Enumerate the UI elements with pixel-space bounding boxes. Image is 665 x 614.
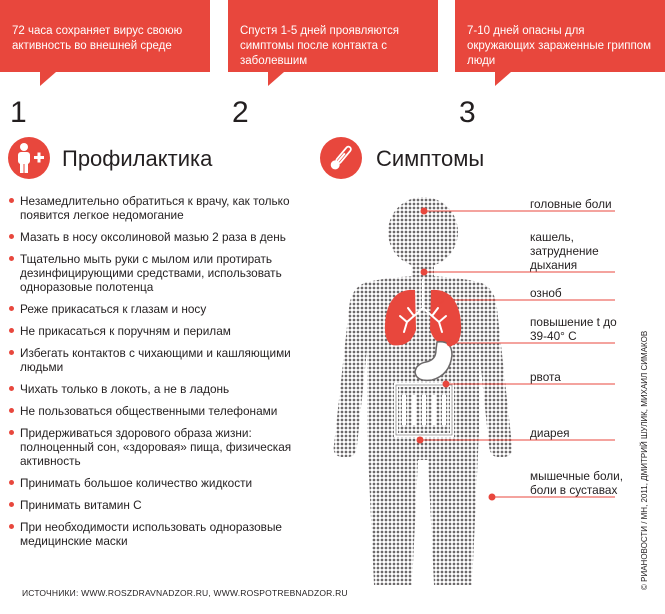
symptom-chills: озноб — [530, 286, 562, 300]
list-item: Принимать витамин С — [8, 498, 308, 512]
list-item: Незамедлительно обратиться к врачу, как только появится легкое недомогание — [8, 194, 308, 222]
list-item: Не прикасаться к поручням и перилам — [8, 324, 308, 338]
sources-note: ИСТОЧНИКИ: WWW.ROSZDRAVNADZOR.RU, WWW.ROSPOTREBNADZOR.RU — [22, 588, 348, 598]
list-item: Чихать только в локоть, а не в ладонь — [8, 382, 308, 396]
symptoms-title: Симптомы — [376, 146, 485, 171]
callout-text: Спустя 1-5 дней проявляются симптомы после контакта с заболевшим — [240, 25, 400, 67]
symptom-vomiting: рвота — [530, 370, 561, 384]
callout-text: 72 часа сохраняет вирус своюю активность во внешней среде — [12, 25, 183, 52]
prevention-title: Профилактика — [62, 146, 213, 171]
symptom-cough: кашель, затруднение дыхания — [530, 230, 599, 272]
list-item: При необходимости использовать одноразовые медицинские маски — [8, 520, 308, 548]
symptom-fever: повышение t до 39-40° С — [530, 315, 617, 343]
step-number-3: 3 — [459, 96, 476, 129]
symptom-muscle-pain: мышечные боли, боли в суставах — [530, 469, 624, 497]
list-item: Мазать в носу оксолиновой мазью 2 раза в день — [8, 230, 308, 244]
list-item: Не пользоваться общественными телефонами — [8, 404, 308, 418]
list-item: Реже прикасаться к глазам и носу — [8, 302, 308, 316]
list-item: Тщательно мыть руки с мылом или протирать дезинфицирующими средствами, использовать одноразовые полотенца — [8, 252, 308, 294]
step-number-1: 1 — [10, 96, 27, 129]
credit-line: © РИАНОВОСТИ / МН, 2011, ДМИТРИЙ ШУЛИК, МИХАИЛ СИМАКОВ — [640, 330, 649, 590]
symptom-headache: головные боли — [530, 197, 612, 211]
callout-text: 7-10 дней опасны для окружающих зараженные гриппом люди — [467, 25, 651, 67]
list-item: Придерживаться здорового образа жизни: полноценный сон, «здоровая» пища, физическая активность — [8, 426, 308, 468]
list-item: Принимать большое количество жидкости — [8, 476, 308, 490]
step-number-2: 2 — [232, 96, 249, 129]
list-item: Избегать контактов с чихающими и кашляющими людьми — [8, 346, 308, 374]
symptom-diarrhea: диарея — [530, 426, 570, 440]
